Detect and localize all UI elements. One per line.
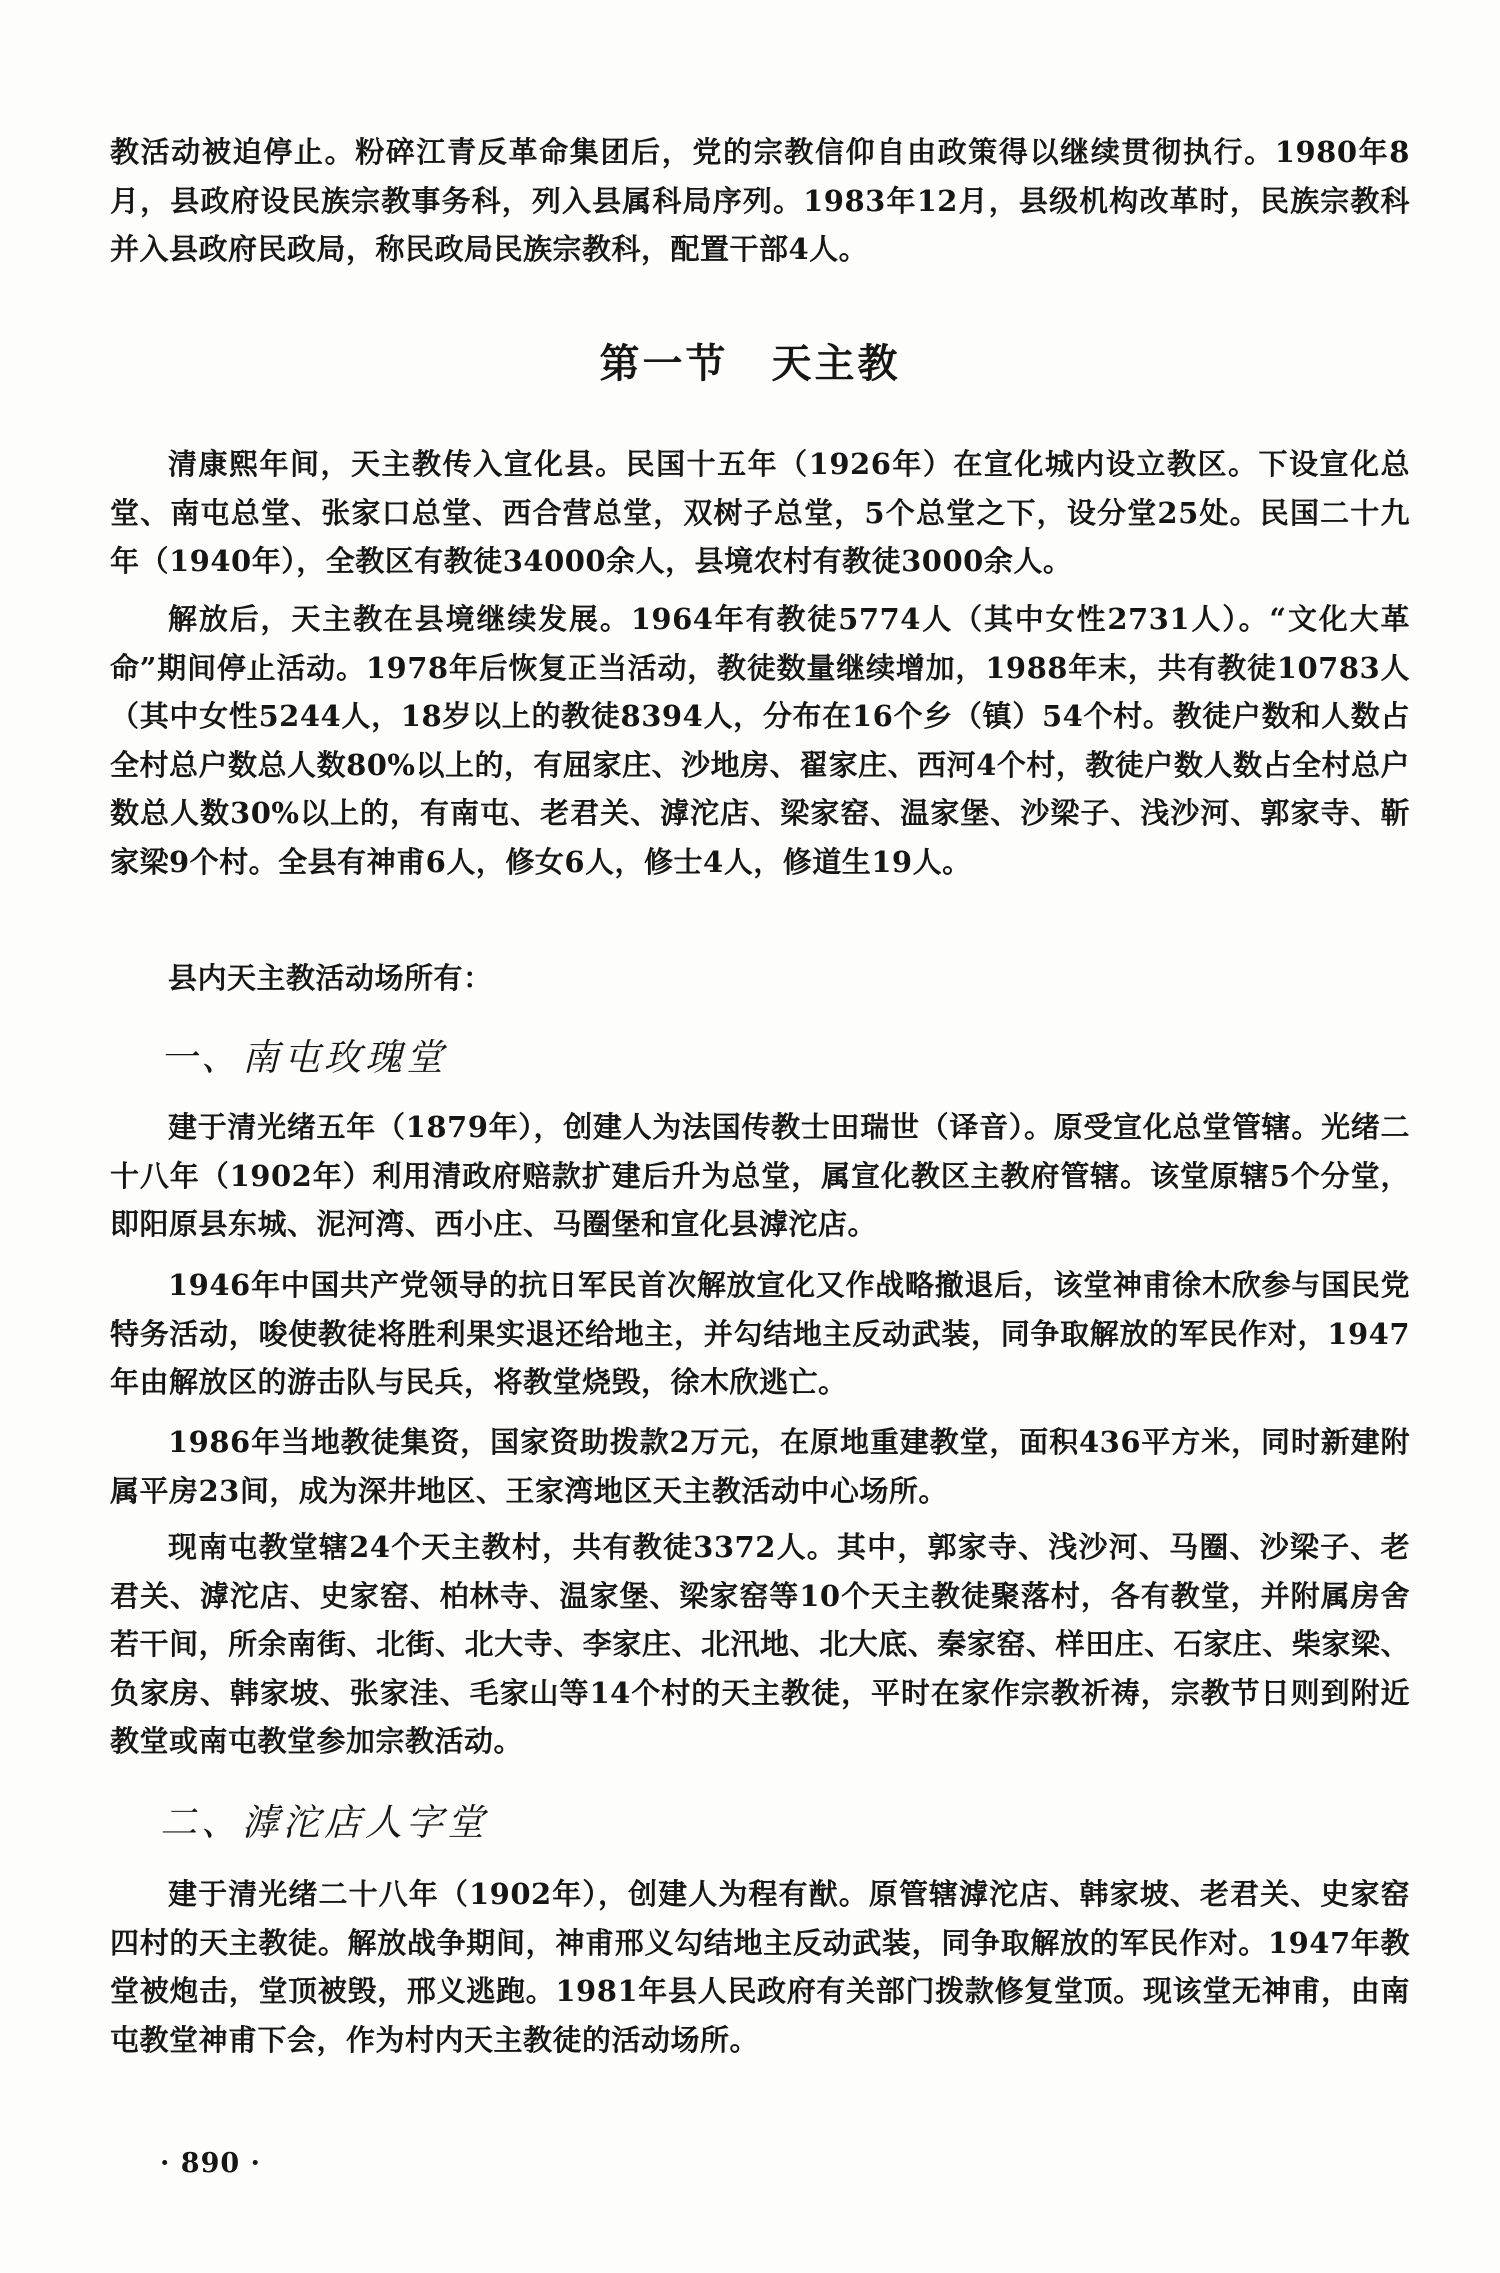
subheading-nantun-rosary-church: 一、南屯玫瑰堂 [160,1036,447,1079]
paragraph-nantun-founding: 建于清光绪五年（1879年），创建人为法国传教士田瑞世（译音）。原受宣化总堂管辖。光绪二十八年（1902年）利用清政府赔款扩建后升为总堂，属宣化教区主教府管辖。该堂原辖5个分堂，即阳原县东城、泥河湾、西小庄、马圈堡和宣化县滹沱店。 [110,1110,1410,1241]
section-title: 第一节 天主教 [599,341,901,387]
paragraph-intro-continued: 教活动被迫停止。粉碎江青反革命集团后，党的宗教信仰自由政策得以继续贯彻执行。1980年8月，县政府设民族宗教事务科，列入县属科局序列。1983年12月，县级机构改革时，民族宗教科并入县政府民政局，称民政局民族宗教科，配置干部4人。 [110,135,1410,266]
paragraph-nantun-current: 现南屯教堂辖24个天主教村，共有教徒3372人。其中，郭家寺、浅沙河、马圈、沙梁子、老君关、滹沱店、史家窑、柏林寺、温家堡、梁家窑等10个天主教徒聚落村，各有教堂，并附属房舍若干间，所余南街、北街、北大寺、李家庄、北汛地、北大底、秦家窑、样田庄、石家庄、柴家梁、负家房、韩家坡、张家洼、毛家山等14个村的天主教徒，平时在家作宗教祈祷，宗教节日则到附近教堂或南屯教堂参加宗教活动。 [110,1530,1410,1758]
paragraph-hutuodian: 建于清光绪二十八年（1902年），创建人为程有猷。原管辖滹沱店、韩家坡、老君关、史家窑四村的天主教徒。解放战争期间，神甫邢义勾结地主反动武装，同争取解放的军民作对。1947年教堂被炮击，堂顶被毁，邢义逃跑。1981年县人民政府有关部门拨款修复堂顶。现该堂无神甫，由南屯教堂神甫下会，作为村内天主教徒的活动场所。 [110,1877,1410,2057]
paragraph-after-liberation: 解放后，天主教在县境继续发展。1964年有教徒5774人（其中女性2731人）。“文化大革命”期间停止活动。1978年后恢复正当活动，教徒数量继续增加，1988年末，共有教徒10783人（其中女性5244人，18岁以上的教徒8394人，分布在16个乡（镇）54个村。教徒户数和人数占全村总户数总人数80%以上的，有屈家庄、沙地房、翟家庄、西河4个村，教徒户数人数占全村总户数总人数30%以上的，有南屯、老君关、滹沱店、梁家窑、温家堡、沙梁子、浅沙河、郭家寺、靳家梁9个村。全县有神甫6人，修女6人，修士4人，修道生19人。 [110,602,1410,879]
paragraph-nantun-1986: 1986年当地教徒集资，国家资助拨款2万元，在原地重建教堂，面积436平方米，同时新建附属平房23间，成为深井地区、王家湾地区天主教活动中心场所。 [110,1425,1410,1508]
paragraph-venues-intro: 县内天主教活动场所有： [168,961,493,995]
paragraph-history: 清康熙年间，天主教传入宣化县。民国十五年（1926年）在宣化城内设立教区。下设宣化总堂、南屯总堂、张家口总堂、西合营总堂，双树子总堂，5个总堂之下，设分堂25处。民国二十九年（1940年），全教区有教徒34000余人，县境农村有教徒3000余人。 [110,447,1410,578]
paragraph-nantun-1946: 1946年中国共产党领导的抗日军民首次解放宣化又作战略撤退后，该堂神甫徐木欣参与国民党特务活动，唆使教徒将胜利果实退还给地主，并勾结地主反动武装，同争取解放的军民作对，1947年由解放区的游击队与民兵，将教堂烧毁，徐木欣逃亡。 [110,1268,1410,1399]
page-number: · 890 · [160,2148,261,2179]
subheading-hutuodian-church: 二、滹沱店人字堂 [160,1801,488,1844]
